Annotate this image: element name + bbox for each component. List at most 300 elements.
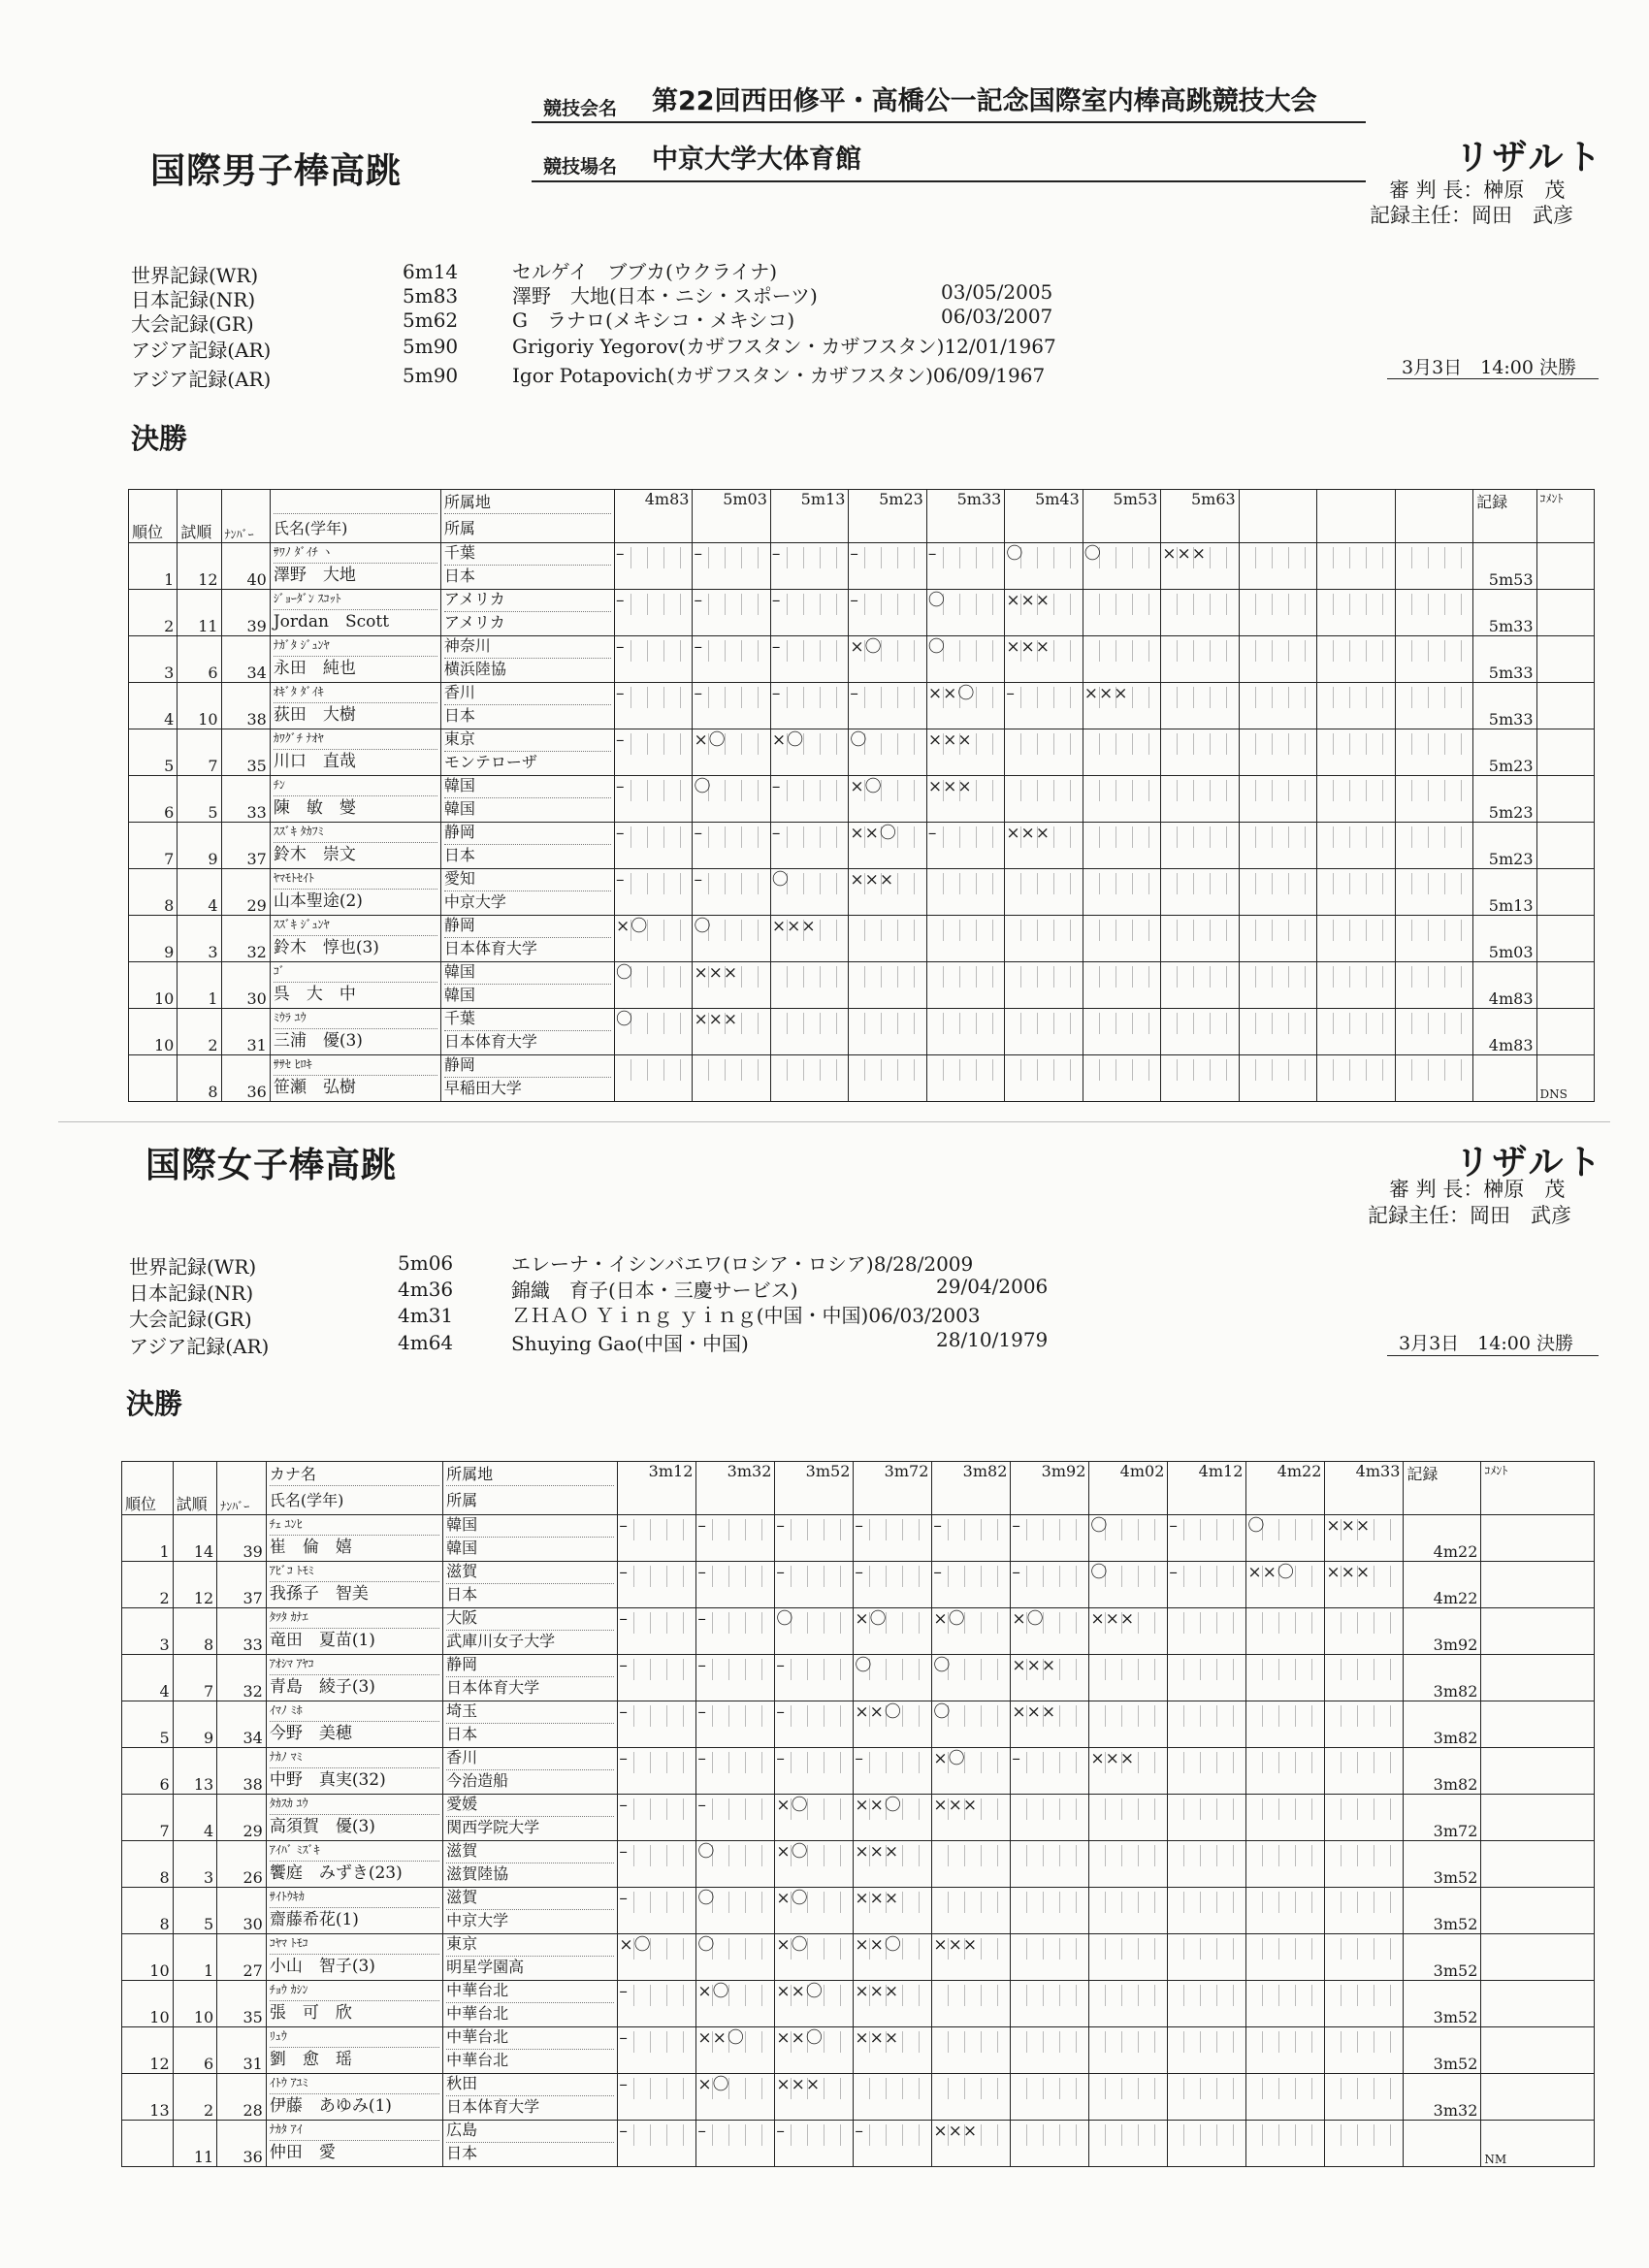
header-aff-label: 所属 <box>444 513 611 538</box>
bib-cell: 33 <box>221 776 270 823</box>
order-cell: 2 <box>178 1009 221 1055</box>
athlete-cell <box>266 1515 442 1562</box>
attempt-cell <box>932 1841 1011 1888</box>
order-cell: 4 <box>173 1795 217 1841</box>
attempt-cell: – <box>614 636 692 683</box>
comment-cell <box>1536 869 1595 916</box>
attempt-cell <box>1161 636 1239 683</box>
attempt-cell <box>1168 1701 1246 1748</box>
order-cell: 2 <box>173 2074 217 2121</box>
table-row <box>122 1748 1595 1795</box>
athlete-region: 静岡 <box>446 1655 614 1677</box>
record-cell: 3m92 <box>1404 1608 1481 1655</box>
rank-cell <box>122 2121 174 2167</box>
order-cell: 10 <box>178 683 221 729</box>
record-cell: 3m72 <box>1404 1795 1481 1841</box>
attempt-cell: 〇 <box>693 776 770 823</box>
attempt-cell <box>1005 1009 1083 1055</box>
athlete-cell <box>270 543 440 590</box>
rank-cell: 7 <box>122 1795 174 1841</box>
order-cell: 1 <box>178 962 221 1009</box>
table-row <box>129 869 1595 916</box>
athlete-name: 中野 真実(32) <box>269 1770 386 1790</box>
attempt-cell <box>1395 636 1472 683</box>
attempt-cell: – <box>618 1608 696 1655</box>
record-holder: エレーナ・イシンバエワ(ロシア・ロシア)8/28/2009 <box>511 1252 974 1276</box>
comment-cell <box>1536 729 1595 776</box>
athlete-name: 山本聖途(2) <box>273 891 363 911</box>
club-cell <box>440 823 614 869</box>
attempt-cell: ××× <box>1161 543 1239 590</box>
attempt-cell: 〇 <box>926 636 1004 683</box>
athlete-name: 齋藤希花(1) <box>269 1910 359 1929</box>
record-cell: 5m33 <box>1473 636 1536 683</box>
athlete-cell <box>270 823 440 869</box>
comment-cell <box>1536 1009 1595 1055</box>
athlete-cell <box>266 1562 442 1608</box>
athlete-cell <box>266 1608 442 1655</box>
attempt-cell <box>1317 916 1395 962</box>
athlete-region: 香川 <box>444 683 611 705</box>
record-mark: 4m36 <box>398 1278 454 1301</box>
attempt-cell: – <box>618 1748 696 1795</box>
attempt-cell <box>926 1055 1004 1102</box>
attempt-cell: ××〇 <box>1246 1562 1325 1608</box>
athlete-kana: ﾅｶﾀ ｱｲ <box>270 2121 439 2141</box>
club-cell <box>440 543 614 590</box>
attempt-cell: – <box>926 823 1004 869</box>
attempt-cell: ××〇 <box>854 1701 932 1748</box>
attempt-cell: – <box>770 543 848 590</box>
athlete-cell <box>266 1888 442 1934</box>
attempt-cell: ×〇 <box>1011 1608 1089 1655</box>
attempt-cell <box>1168 1748 1246 1795</box>
bib-cell: 40 <box>221 543 270 590</box>
attempt-cell <box>1161 1055 1239 1102</box>
attempt-cell <box>1168 2074 1246 2121</box>
comment-cell <box>1481 1655 1595 1701</box>
attempt-cell: 〇 <box>1083 543 1160 590</box>
attempt-cell <box>1168 2027 1246 2074</box>
header-comment: ｺﾒﾝﾄ <box>1481 1462 1595 1515</box>
header-height: 5m43 <box>1005 490 1083 543</box>
attempt-cell: ×〇 <box>696 2074 775 2121</box>
athlete-kana: ｱｵｼﾏ ｱﾔｺ <box>270 1655 439 1675</box>
order-cell: 12 <box>173 1562 217 1608</box>
bib-cell: 29 <box>217 1795 267 1841</box>
athlete-region: 大阪 <box>446 1608 614 1631</box>
attempt-cell <box>1089 2121 1168 2167</box>
attempt-cell <box>1168 1981 1246 2027</box>
record-date: 28/10/1979 <box>936 1328 1049 1351</box>
meet-name-label: 競技会名 <box>543 98 618 119</box>
attempt-cell: – <box>618 1562 696 1608</box>
attempt-cell <box>1089 1934 1168 1981</box>
attempt-cell <box>1161 1009 1239 1055</box>
club-cell <box>443 1795 618 1841</box>
table-row <box>122 1655 1595 1701</box>
record-label: 大会記録(GR) <box>129 1308 252 1331</box>
attempt-cell: ××× <box>1005 823 1083 869</box>
men-datetime: 3月3日 14:00 決勝 <box>1402 357 1576 378</box>
attempt-cell: – <box>696 2121 775 2167</box>
header-record: 記録 <box>1404 1462 1481 1515</box>
attempt-cell: – <box>1011 1748 1089 1795</box>
attempt-cell: ×〇 <box>618 1934 696 1981</box>
attempt-cell: 〇 <box>696 1841 775 1888</box>
comment-cell <box>1481 1748 1595 1795</box>
men-result-heading: リザルト <box>1455 137 1604 178</box>
athlete-name: 今野 美穂 <box>269 1724 352 1743</box>
attempt-cell <box>1089 2027 1168 2074</box>
attempt-cell <box>1083 729 1160 776</box>
attempt-cell: – <box>618 2027 696 2074</box>
table-row <box>122 1981 1595 2027</box>
athlete-cell <box>266 2027 442 2074</box>
attempt-cell <box>770 962 848 1009</box>
attempt-cell <box>1239 776 1316 823</box>
record-mark: 5m06 <box>398 1251 454 1275</box>
attempt-cell <box>849 1009 926 1055</box>
record-cell: 3m82 <box>1404 1701 1481 1748</box>
attempt-cell <box>1325 1748 1404 1795</box>
record-cell: 3m52 <box>1404 1981 1481 2027</box>
athlete-region: 中華台北 <box>446 1981 614 2003</box>
attempt-cell: – <box>1168 1515 1246 1562</box>
header-height <box>1317 490 1395 543</box>
attempt-cell: ××× <box>1005 590 1083 636</box>
athlete-region: 秋田 <box>446 2074 614 2096</box>
attempt-cell <box>1246 1934 1325 1981</box>
header-height: 5m33 <box>926 490 1004 543</box>
athlete-cell <box>270 869 440 916</box>
header-height: 4m22 <box>1246 1462 1325 1515</box>
attempt-cell <box>1395 916 1472 962</box>
men-recorder: 記録主任：岡田 武彦 <box>1370 204 1573 227</box>
attempt-cell: – <box>696 1748 775 1795</box>
record-holder: Shuying Gao(中国・中国) <box>511 1332 749 1355</box>
header-height: 4m02 <box>1089 1462 1168 1515</box>
attempt-cell <box>1083 1055 1160 1102</box>
attempt-cell: – <box>775 1562 854 1608</box>
comment-cell <box>1481 1515 1595 1562</box>
attempt-cell: – <box>854 1515 932 1562</box>
order-cell: 4 <box>178 869 221 916</box>
attempt-cell: ××× <box>1089 1608 1168 1655</box>
attempt-cell <box>1395 823 1472 869</box>
rank-cell: 3 <box>129 636 178 683</box>
men-referee: 審 判 長：榊原 茂 <box>1389 178 1566 202</box>
athlete-cell <box>266 1934 442 1981</box>
attempt-cell: – <box>693 683 770 729</box>
attempt-cell <box>1317 1055 1395 1102</box>
header-height: 4m33 <box>1325 1462 1404 1515</box>
attempt-cell <box>849 916 926 962</box>
header-height: 3m32 <box>696 1462 775 1515</box>
attempt-cell: – <box>854 2121 932 2167</box>
club-cell <box>440 590 614 636</box>
comment-cell <box>1481 2074 1595 2121</box>
bib-cell: 36 <box>221 1055 270 1102</box>
record-cell: 4m22 <box>1404 1515 1481 1562</box>
attempt-cell <box>1011 2027 1089 2074</box>
attempt-cell: – <box>775 1655 854 1701</box>
rank-cell: 8 <box>122 1841 174 1888</box>
header-name-kana <box>274 490 437 511</box>
attempt-cell <box>1011 1841 1089 1888</box>
order-cell: 6 <box>178 636 221 683</box>
women-final-heading: 決勝 <box>126 1387 183 1420</box>
attempt-cell: ××× <box>932 2121 1011 2167</box>
rank-cell: 10 <box>122 1934 174 1981</box>
attempt-cell <box>1089 1981 1168 2027</box>
attempt-cell <box>1161 823 1239 869</box>
attempt-cell <box>1239 590 1316 636</box>
attempt-cell <box>926 869 1004 916</box>
record-holder: セルゲイ ブブカ(ウクライナ) <box>512 260 778 283</box>
attempt-cell: 〇 <box>932 1701 1011 1748</box>
attempt-cell: ×〇 <box>849 776 926 823</box>
club-cell <box>443 1981 618 2027</box>
record-cell: 3m52 <box>1404 1888 1481 1934</box>
attempt-cell <box>1011 1888 1089 1934</box>
athlete-affiliation: 中華台北 <box>446 2004 509 2023</box>
women-referee: 審 判 長：榊原 茂 <box>1389 1178 1566 1201</box>
record-date: 03/05/2005 <box>941 280 1053 304</box>
header-height <box>1239 490 1316 543</box>
header-height: 5m53 <box>1083 490 1160 543</box>
record-cell: 3m52 <box>1404 1841 1481 1888</box>
bib-cell: 39 <box>221 590 270 636</box>
athlete-region: 中華台北 <box>446 2027 614 2050</box>
attempt-cell: ××× <box>1011 1655 1089 1701</box>
athlete-cell <box>266 1748 442 1795</box>
bib-cell: 39 <box>217 1515 267 1562</box>
club-cell <box>443 1562 618 1608</box>
athlete-affiliation: 武庫川女子大学 <box>446 1632 556 1650</box>
athlete-region: 韓国 <box>444 776 611 798</box>
attempt-cell: ×〇 <box>770 729 848 776</box>
attempt-cell: ××× <box>775 2074 854 2121</box>
record-label: アジア記録(AR) <box>131 339 272 362</box>
athlete-cell <box>270 729 440 776</box>
order-cell: 7 <box>178 729 221 776</box>
club-cell <box>440 869 614 916</box>
athlete-region: 静岡 <box>444 823 611 845</box>
attempt-cell <box>770 1055 848 1102</box>
athlete-kana: ﾁｪ ﾕﾝﾋ <box>270 1515 439 1536</box>
athlete-cell <box>266 1701 442 1748</box>
club-cell <box>440 776 614 823</box>
athlete-cell <box>270 636 440 683</box>
attempt-cell <box>1395 543 1472 590</box>
women-result-heading: リザルト <box>1455 1142 1604 1183</box>
attempt-cell: ××× <box>854 1981 932 2027</box>
rank-cell: 10 <box>129 962 178 1009</box>
attempt-cell <box>770 1009 848 1055</box>
athlete-affiliation: 日本体育大学 <box>443 1032 537 1051</box>
club-cell <box>443 2121 618 2167</box>
bib-cell: 38 <box>221 683 270 729</box>
attempt-cell: ××〇 <box>849 823 926 869</box>
attempt-cell: 〇 <box>926 590 1004 636</box>
athlete-affiliation: 明星学園高 <box>446 1958 525 1976</box>
record-label: 世界記録(WR) <box>129 1255 257 1279</box>
attempt-cell <box>1083 636 1160 683</box>
attempt-cell <box>1168 2121 1246 2167</box>
athlete-name: 劉 愈 瑶 <box>269 2050 352 2069</box>
women-results-table <box>121 1461 1595 2167</box>
attempt-cell <box>1168 1795 1246 1841</box>
attempt-cell <box>1325 2074 1404 2121</box>
attempt-cell: ××× <box>693 962 770 1009</box>
athlete-name: 我孫子 智美 <box>269 1584 369 1604</box>
record-cell: 3m82 <box>1404 1748 1481 1795</box>
attempt-cell <box>1246 2121 1325 2167</box>
bib-cell: 38 <box>217 1748 267 1795</box>
attempt-cell: 〇 <box>614 1009 692 1055</box>
club-cell <box>440 729 614 776</box>
attempt-cell: – <box>614 543 692 590</box>
table-row <box>129 543 1595 590</box>
record-cell: 5m13 <box>1473 869 1536 916</box>
header-order: 試順 <box>178 490 221 543</box>
table-row <box>122 1701 1595 1748</box>
header-height: 4m83 <box>614 490 692 543</box>
attempt-cell: ×〇 <box>775 1934 854 1981</box>
attempt-cell: – <box>614 823 692 869</box>
rank-cell: 8 <box>129 869 178 916</box>
bib-cell: 27 <box>217 1934 267 1981</box>
men-results-table <box>128 489 1595 1102</box>
bib-cell: 33 <box>217 1608 267 1655</box>
athlete-kana: ｺﾔﾏ ﾄﾓｺ <box>270 1934 439 1955</box>
record-cell: 3m32 <box>1404 2074 1481 2121</box>
attempt-cell: – <box>1011 1562 1089 1608</box>
attempt-cell <box>1395 729 1472 776</box>
attempt-cell <box>1083 962 1160 1009</box>
table-row <box>129 962 1595 1009</box>
attempt-cell: – <box>696 1515 775 1562</box>
comment-cell <box>1481 1608 1595 1655</box>
order-cell: 9 <box>178 823 221 869</box>
attempt-cell <box>926 962 1004 1009</box>
attempt-cell: ××× <box>854 1888 932 1934</box>
athlete-cell <box>266 2121 442 2167</box>
athlete-name: 高須賀 優(3) <box>269 1817 375 1836</box>
athlete-kana: ｱｲﾊﾞ ﾐｽﾞｷ <box>270 1841 439 1862</box>
attempt-cell: ××× <box>770 916 848 962</box>
record-mark: 5m83 <box>403 284 459 308</box>
record-cell: 5m23 <box>1473 776 1536 823</box>
header-height: 3m82 <box>932 1462 1011 1515</box>
comment-cell <box>1481 1888 1595 1934</box>
attempt-cell: ××〇 <box>854 1795 932 1841</box>
attempt-cell: – <box>618 1795 696 1841</box>
order-cell: 3 <box>178 916 221 962</box>
athlete-affiliation: 日本体育大学 <box>446 1678 540 1697</box>
record-cell: 3m52 <box>1404 1934 1481 1981</box>
attempt-cell: ××〇 <box>775 1981 854 2027</box>
header-name <box>266 1462 442 1515</box>
table-row <box>129 1009 1595 1055</box>
comment-cell <box>1481 1981 1595 2027</box>
attempt-cell: ××× <box>1325 1562 1404 1608</box>
attempt-cell: ×〇 <box>932 1608 1011 1655</box>
attempt-cell: ××× <box>932 1934 1011 1981</box>
attempt-cell <box>1395 776 1472 823</box>
attempt-cell: 〇 <box>1246 1515 1325 1562</box>
athlete-name: 鈴木 崇文 <box>273 845 356 864</box>
athlete-affiliation: 日本 <box>443 706 475 725</box>
rank-cell: 5 <box>129 729 178 776</box>
athlete-kana: ｼﾞｮｰﾀﾞﾝ ｽｺｯﾄ <box>274 590 437 610</box>
record-holder: Igor Potapovich(カザフスタン・カザフスタン)06/09/1967 <box>512 364 1046 387</box>
attempt-cell <box>1317 1009 1395 1055</box>
attempt-cell <box>932 2074 1011 2121</box>
athlete-affiliation: 韓国 <box>443 799 475 818</box>
rank-cell: 3 <box>122 1608 174 1655</box>
club-cell <box>440 1055 614 1102</box>
comment-cell <box>1536 823 1595 869</box>
bib-cell: 31 <box>217 2027 267 2074</box>
athlete-affiliation: 日本体育大学 <box>446 2097 540 2116</box>
athlete-cell <box>266 1795 442 1841</box>
attempt-cell <box>1083 1009 1160 1055</box>
comment-cell <box>1481 1701 1595 1748</box>
attempt-cell: ××× <box>854 1841 932 1888</box>
attempt-cell <box>1246 1655 1325 1701</box>
attempt-cell: – <box>618 1981 696 2027</box>
athlete-cell <box>270 776 440 823</box>
comment-cell <box>1481 1562 1595 1608</box>
attempt-cell <box>1239 916 1316 962</box>
attempt-cell <box>1325 1701 1404 1748</box>
record-label: 大会記録(GR) <box>131 312 254 336</box>
header-order: 試順 <box>173 1462 217 1515</box>
attempt-cell <box>926 916 1004 962</box>
attempt-cell: ××〇 <box>926 683 1004 729</box>
table-row <box>122 2027 1595 2074</box>
athlete-affiliation: 滋賀陸協 <box>446 1864 509 1883</box>
attempt-cell <box>1239 636 1316 683</box>
record-cell: 3m82 <box>1404 1655 1481 1701</box>
attempt-cell <box>1395 1009 1472 1055</box>
athlete-kana: ｱﾋﾞｺ ﾄﾓﾐ <box>270 1562 439 1582</box>
athlete-kana: ｻｻｾ ﾋﾛｷ <box>274 1055 437 1076</box>
attempt-cell: – <box>775 2121 854 2167</box>
men-final-heading: 決勝 <box>131 422 188 455</box>
record-cell: 5m53 <box>1473 543 1536 590</box>
attempt-cell <box>1005 776 1083 823</box>
athlete-region: 静岡 <box>444 916 611 938</box>
header-club-label: 所属地 <box>446 1465 494 1483</box>
attempt-cell <box>1325 2027 1404 2074</box>
club-cell <box>440 683 614 729</box>
attempt-cell: – <box>696 1562 775 1608</box>
table-row <box>122 2121 1595 2167</box>
athlete-affiliation: 今治造船 <box>446 1771 509 1790</box>
athlete-region: 埼玉 <box>446 1701 614 1724</box>
athlete-name: 三浦 優(3) <box>273 1031 363 1051</box>
header-club-label: 所属地 <box>443 493 491 511</box>
athlete-region: 韓国 <box>446 1515 614 1538</box>
rank-cell: 10 <box>129 1009 178 1055</box>
attempt-cell: ××× <box>1325 1515 1404 1562</box>
club-cell <box>443 1934 618 1981</box>
attempt-cell: – <box>1005 683 1083 729</box>
athlete-region: 千葉 <box>444 1009 611 1031</box>
